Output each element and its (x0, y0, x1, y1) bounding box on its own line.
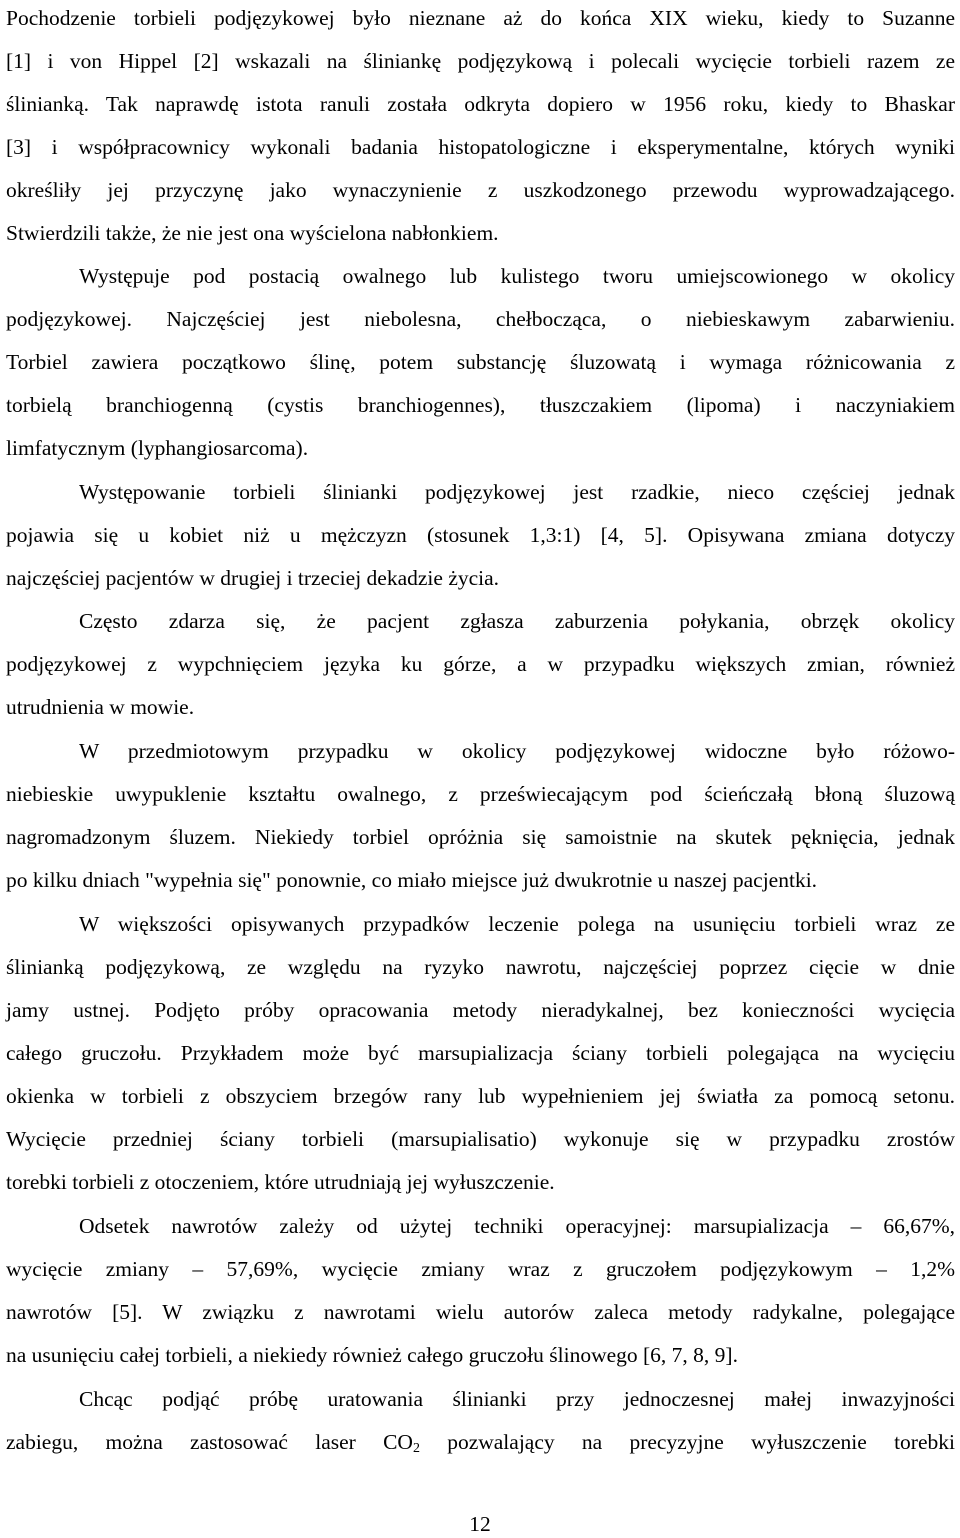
p8-line-2 (6, 1428, 955, 1463)
p6-line-3: jamy ustnej. Podjęto próby opracowania metody nieradykalnej, bez konieczności wycięcia (6, 998, 955, 1022)
p5-line-3: nagromadzonym śluzem. Niekiedy torbiel opróżnia się samoistnie na skutek pęknięcia, jednak (6, 825, 955, 849)
p2-line-1: Występuje pod postacią owalnego lub kulistego tworu umiejscowionego w okolicy (79, 264, 955, 288)
p3-line-1: Występowanie torbieli ślinianki podjęzykowej jest rzadkie, nieco częściej jednak (79, 480, 955, 504)
p1-line-4: [3] i współpracownicy wykonali badania histopatologiczne i eksperymentalne, których wyniki (6, 135, 955, 159)
p8-line-1: Chcąc podjąć próbę uratowania ślinianki przy jednoczesnej małej inwazyjności (79, 1387, 955, 1411)
p5-line-1: W przedmiotowym przypadku w okolicy podjęzykowej widoczne było różowo- (79, 739, 955, 763)
p7-line-2: wycięcie zmiany – 57,69%, wycięcie zmiany wraz z gruczołem podjęzykowym – 1,2% (6, 1257, 955, 1281)
p6-line-5: okienka w torbieli z obszyciem brzegów rany lub wypełnieniem jej światła za pomocą setonu. (6, 1084, 955, 1108)
p2-line-2: podjęzykowej. Najczęściej jest niebolesna, chełbocząca, o niebieskawym zabarwieniu. (6, 307, 955, 331)
p7-line-3: nawrotów [5]. W związku z nawrotami wielu autorów zaleca metody radykalne, polegające (6, 1300, 955, 1324)
p7-line-1: Odsetek nawrotów zależy od użytej techniki operacyjnej: marsupializacja – 66,67%, (79, 1214, 955, 1238)
co2-subscript: 2 (412, 1441, 420, 1456)
p6-line-1: W większości opisywanych przypadków leczenie polega na usunięciu torbieli wraz ze (79, 912, 955, 936)
p3-line-3: najczęściej pacjentów w drugiej i trzeciej dekadzie życia. (6, 566, 500, 590)
p8-line-2-before: zabiegu, można zastosować laser CO (6, 1430, 413, 1454)
p6-line-2: ślinianką podjęzykową, ze względu na ryzyko nawrotu, najczęściej poprzez cięcie w dnie (6, 955, 955, 979)
p2-line-3: Torbiel zawiera początkowo ślinę, potem substancję śluzowatą i wymaga różnicowania z (6, 350, 955, 374)
p6-line-4: całego gruczołu. Przykładem może być marsupializacja ściany torbieli polegająca na wycięciu (6, 1041, 955, 1065)
p1-line-3: ślinianką. Tak naprawdę istota ranuli została odkryta dopiero w 1956 roku, kiedy to Bhaskar (6, 92, 955, 116)
p4-line-3: utrudnienia w mowie. (6, 695, 195, 719)
p1-line-5: określiły jej przyczynę jako wynaczynienie z uszkodzonego przewodu wyprowadzającego. (6, 178, 955, 202)
p6-line-6: Wycięcie przedniej ściany torbieli (marsupialisatio) wykonuje się w przypadku zrostów (6, 1127, 955, 1151)
p1-line-2: [1] i von Hippel [2] wskazali na śliniankę podjęzykową i polecali wycięcie torbieli razem ze (6, 49, 955, 73)
p4-line-1: Często zdarza się, że pacjent zgłasza zaburzenia połykania, obrzęk okolicy (79, 609, 955, 633)
p5-line-4: po kilku dniach "wypełnia się" ponownie, co miało miejsce już dwukrotnie u naszej pacjentki. (6, 868, 818, 892)
page-number: 12 (469, 1512, 491, 1536)
p2-line-5: limfatycznym (lyphangiosarcoma). (6, 436, 309, 460)
p6-line-7: torebki torbieli z otoczeniem, które utrudniają jej wyłuszczenie. (6, 1170, 555, 1194)
p7-line-4: na usunięciu całej torbieli, a niekiedy również całego gruczołu ślinowego [6, 7, 8, 9]. (6, 1343, 738, 1367)
p1-line-6: Stwierdzili także, że nie jest ona wyścielona nabłonkiem. (6, 221, 499, 245)
p4-line-2: podjęzykowej z wypchnięciem języka ku górze, a w przypadku większych zmian, również (6, 652, 955, 676)
p1-line-1: Pochodzenie torbieli podjęzykowej było nieznane aż do końca XIX wieku, kiedy to Suzanne (6, 6, 955, 30)
p2-line-4: torbielą branchiogenną (cystis branchiogennes), tłuszczakiem (lipoma) i naczyniakiem (6, 393, 955, 417)
p8-line-2-after: pozwalający na precyzyjne wyłuszczenie torebki (419, 1430, 955, 1454)
p5-line-2: niebieskie uwypuklenie kształtu owalnego, z przeświecającym pod ścieńczałą błoną śluzową (6, 782, 955, 806)
p3-line-2: pojawia się u kobiet niż u mężczyzn (stosunek 1,3:1) [4, 5]. Opisywana zmiana dotyczy (6, 523, 955, 547)
